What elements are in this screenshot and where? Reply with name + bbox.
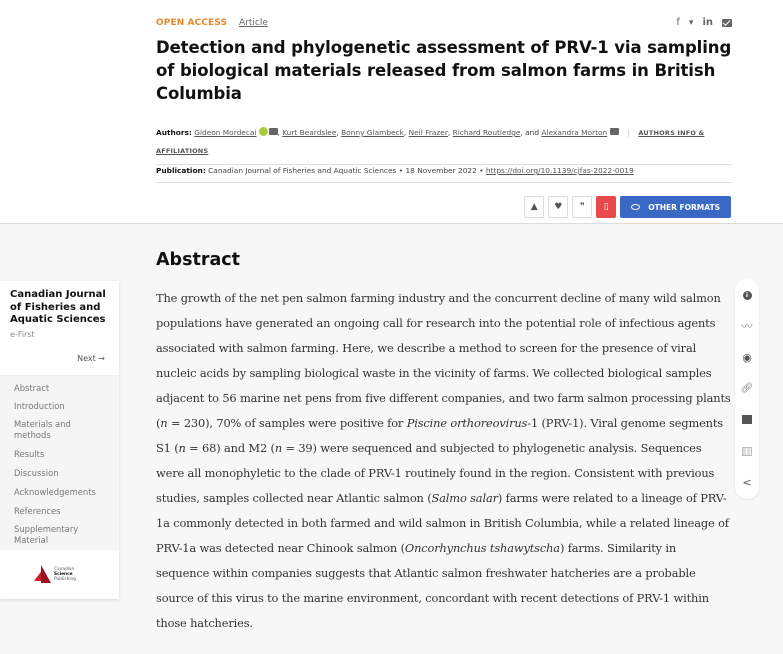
cite-button[interactable] — [572, 196, 592, 218]
author-link[interactable]: Gideon Mordecai — [194, 128, 257, 137]
figures-button[interactable] — [735, 409, 759, 429]
abstract-heading: Abstract — [156, 250, 241, 270]
article-title: Detection and phylogenetic assessment of PRV-1 via sampling of biological materials released from salmon farms in British Columbia — [156, 38, 732, 103]
pdf-button[interactable] — [596, 196, 616, 218]
toc-item-materials-methods[interactable]: Materials and methods — [14, 419, 71, 440]
orcid-icon[interactable] — [259, 127, 268, 136]
authors-info-link[interactable]: AUTHORS INFO & AFFILIATIONS — [156, 129, 705, 155]
toc-item-abstract[interactable]: Abstract — [14, 383, 50, 393]
author-link[interactable]: Kurt Beardslee — [282, 128, 337, 137]
email-icon[interactable] — [722, 19, 732, 27]
email-icon[interactable] — [269, 128, 278, 135]
article-actions — [524, 196, 731, 218]
author-link[interactable]: Bonny Glambeck — [341, 128, 404, 137]
metrics-button[interactable] — [735, 316, 759, 336]
journal-sidebar — [0, 281, 119, 599]
article-type-link[interactable]: Article — [239, 18, 268, 28]
open-access-badge: OPEN ACCESS — [156, 18, 228, 28]
author-link[interactable]: Neil Frazer — [408, 128, 448, 137]
alert-button[interactable] — [524, 196, 544, 218]
author-link[interactable]: Richard Routledge — [452, 128, 521, 137]
other-formats-button[interactable] — [620, 196, 731, 218]
doi-link[interactable]: https://doi.org/10.1139/cjfas-2022-0019 — [485, 166, 634, 175]
pdf-icon: ▯ — [603, 202, 609, 212]
article-header — [0, 0, 783, 224]
authors-label: Authors — [156, 128, 189, 137]
permalink-button[interactable] — [735, 378, 759, 398]
maple-leaf-icon — [34, 565, 52, 583]
issue-label: e-First — [10, 330, 35, 339]
tracking-icon: ♥ — [554, 202, 563, 212]
toc-item-introduction[interactable]: Introduction — [14, 401, 65, 411]
eye-icon: ◉ — [742, 350, 752, 364]
trend-line-icon: 〰 — [741, 320, 753, 333]
other-formats-label: OTHER FORMATS — [648, 202, 720, 212]
eye-icon — [631, 204, 640, 210]
link-icon: 🔗︎ — [740, 382, 754, 394]
facebook-icon[interactable]: f — [676, 17, 680, 28]
share-links — [676, 18, 732, 28]
toc-item-results[interactable]: Results — [14, 449, 45, 459]
table-icon — [742, 447, 752, 456]
linkedin-icon[interactable]: in — [702, 17, 713, 28]
quote-icon: ❞ — [579, 202, 585, 212]
share-icon: < — [742, 475, 752, 489]
journal-name: Canadian Journal of Fisheries and Aquatic Sciences — [208, 166, 397, 175]
journal-title[interactable]: Canadian Journal of Fisheries and Aquatic Sciences — [10, 289, 106, 325]
bell-icon: ▲ — [530, 202, 538, 212]
article-tools-rail — [735, 279, 759, 499]
authors-line: Authors: Gideon Mordecai , Kurt Beardslee, Bonny Glambeck, Neil Frazer, Richard Routledge, and Alexandra Morton | AUTHORS INFO & AFFILIATIONS — [156, 124, 732, 165]
toc-item-supplementary[interactable]: Supplementary Material — [14, 524, 79, 545]
publication-line: Publication: Canadian Journal of Fisheries and Aquatic Sciences • 18 November 2022 • https://doi.org/10.1139/cjfas-2022-0019 — [156, 166, 732, 183]
author-link[interactable]: Alexandra Morton — [541, 128, 608, 137]
toc-item-discussion[interactable]: Discussion — [14, 468, 59, 478]
publication-date: 18 November 2022 — [405, 166, 477, 175]
email-icon[interactable] — [610, 128, 619, 135]
info-button[interactable] — [735, 285, 759, 305]
table-of-contents — [0, 375, 119, 550]
publication-label: Publication — [156, 166, 203, 175]
twitter-icon[interactable]: ▾ — [688, 18, 694, 28]
toc-item-references[interactable]: References — [14, 506, 61, 516]
share-button[interactable] — [735, 472, 759, 492]
info-icon: i — [743, 291, 752, 300]
toc-item-acknowledgements[interactable]: Acknowledgements — [14, 487, 96, 497]
track-citations-button[interactable] — [548, 196, 568, 218]
view-button[interactable] — [735, 347, 759, 367]
next-article-link[interactable]: Next → — [77, 354, 105, 363]
image-icon — [742, 415, 752, 424]
publisher-logo[interactable]: Canadian Science Publishing — [34, 565, 76, 583]
abstract-text: The growth of the net pen salmon farming industry and the concurrent decline of many wild salmon populations have generated an ongoing call for research into the potential role of infectious agents associated with salmon farming. Here, we describe a method to screen for the presence of viral nucleic acids by sampling biological waste in the vicinity of farms. We collected biological samples adjacent to 56 marine net pens from five different companies, and two farm salmon processing plants (n = 230), 70% of samples were positive for Piscine orthoreovirus-1 (PRV-1). Viral genome segments S1 (n = 68) and M2 (n = 39) were sequenced and subjected to phylogenetic analysis. Sequences were all monophyletic to the clade of PRV-1 routinely found in the region. Consistent with previous studies, samples collected near Atlantic salmon (Salmo salar) farms were related to a lineage of PRV-1a commonly detected in both farmed and wild salmon in British Columbia, while a related lineage of PRV-1a was detected near Chinook salmon (Oncorhynchus tshawytscha) farms. Similarity in sequence within companies suggests that Atlantic salmon freshwater hatcheries are a probable source of this virus to the marine environment, concordant with recent detections of PRV-1 within those hatcheries. — [156, 291, 731, 630]
tables-button[interactable] — [735, 441, 759, 461]
